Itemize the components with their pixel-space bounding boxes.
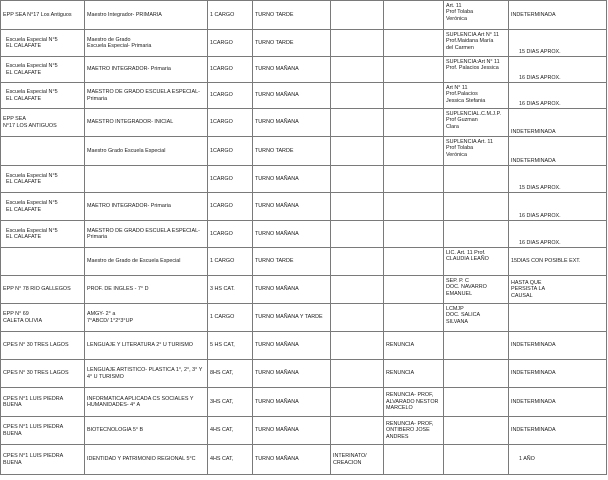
shift-cell: TURNO MAÑANA [253, 221, 331, 248]
type-cell [331, 83, 384, 109]
school-cell: Escuela Especial N°5 EL CALAFATE [1, 57, 85, 83]
position-cell: MAESTRO DE GRADO ESCUELA ESPECIAL- Primaria [85, 221, 208, 248]
table-row [1, 417, 607, 445]
type-cell [331, 193, 384, 221]
table-row [1, 109, 607, 137]
school-cell: CPES N°1 LUIS PIEDRA BUENA [1, 388, 85, 417]
position-cell: Maestro Grado Escuela Especial [85, 137, 208, 166]
shift-cell: TURNO TARDE [253, 137, 331, 166]
position-cell: LENGUAJE Y LITERATURA 2° U TURISMO [85, 332, 208, 360]
load-cell: 1CARGO [208, 137, 253, 166]
load-cell: 1CARGO [208, 30, 253, 57]
load-cell: 1 CARGO [208, 304, 253, 332]
shift-cell: TURNO TARDE [253, 248, 331, 276]
type-cell [331, 166, 384, 193]
reason-cell [384, 30, 444, 57]
duration-cell: HASTA QUE PERSISTA LA CAUSAL [509, 276, 607, 304]
substitute-cell: SUPLENCIAL.C.M.J.P. Prof Guzman Clara [444, 109, 509, 137]
table-row [1, 1, 607, 30]
school-cell: Escuela Especial N°5 EL CALAFATE [1, 166, 85, 193]
school-cell [1, 137, 85, 166]
shift-cell: TURNO MAÑANA [253, 83, 331, 109]
substitute-cell [444, 332, 509, 360]
duration-cell: INDETERMINADA [509, 332, 607, 360]
table-row [1, 388, 607, 417]
position-cell: Maestro de Grado Escuela Especial- Primaria [85, 30, 208, 57]
position-cell: MAETRO INTEGRADOR- Primaria [85, 57, 208, 83]
substitute-cell: LIC. Art. 11 Prof. CLAUDIA LEAÑO [444, 248, 509, 276]
table-row [1, 276, 607, 304]
table-row [1, 445, 607, 475]
position-cell: INFORMATICA APLICADA CS SOCIALES Y HUMANIDADES- 4° A [85, 388, 208, 417]
load-cell: 1CARGO [208, 193, 253, 221]
type-cell [331, 276, 384, 304]
substitute-cell: Art. 11 Prof Tolaba Verónica [444, 1, 509, 30]
shift-cell: TURNO MAÑANA [253, 445, 331, 475]
load-cell: 4HS CAT, [208, 445, 253, 475]
reason-cell: RENUNCIA [384, 360, 444, 388]
school-cell: EPP N° 69 CALETA OLIVIA [1, 304, 85, 332]
substitute-cell: SUPLENCIA Art. 11 Prof Tolaba Verónica [444, 137, 509, 166]
duration-cell: INDETERMINADA [509, 109, 607, 137]
reason-cell [384, 1, 444, 30]
reason-cell [384, 221, 444, 248]
duration-cell: 1 AÑO [509, 445, 607, 475]
reason-cell [384, 248, 444, 276]
table-row [1, 332, 607, 360]
school-cell: Escuela Especial N°5 EL CALAFATE [1, 193, 85, 221]
school-cell: Escuela Especial N°5 EL CALAFATE [1, 30, 85, 57]
duration-cell: INDETERMINADA [509, 137, 607, 166]
position-cell: Maestro Integrador- PRIMARIA [85, 1, 208, 30]
type-cell [331, 109, 384, 137]
table-row [1, 360, 607, 388]
shift-cell: TURNO TARDE [253, 1, 331, 30]
type-cell [331, 30, 384, 57]
type-cell [331, 1, 384, 30]
duration-cell: 16 DIAS APROX. [509, 57, 607, 83]
table-row [1, 30, 607, 57]
table-row [1, 137, 607, 166]
shift-cell: TURNO MAÑANA [253, 109, 331, 137]
position-cell: MAETRO INTEGRADOR- Primaria [85, 193, 208, 221]
substitute-cell [444, 193, 509, 221]
type-cell [331, 417, 384, 445]
position-cell: Maestro de Grado de Escuela Especial [85, 248, 208, 276]
reason-cell [384, 193, 444, 221]
position-cell: AMGY- 2° a 7°ABCD/ 1°2°3°UP [85, 304, 208, 332]
table-row [1, 57, 607, 83]
school-cell: EPP SEA N°17 Los Antiguos [1, 1, 85, 30]
reason-cell [384, 166, 444, 193]
reason-cell: RENUNCIA- PROF, ONTIBERO JOSE ANDRES [384, 417, 444, 445]
school-cell: CPES N°1 LUIS PIEDRA BUENA [1, 417, 85, 445]
load-cell: 8HS CAT, [208, 360, 253, 388]
duration-cell: 16 DIAS APROX. [509, 83, 607, 109]
shift-cell: TURNO MAÑANA [253, 332, 331, 360]
reason-cell: RENUNCIA- PROF, ALVARADO NESTOR MARCELO [384, 388, 444, 417]
load-cell: 3 HS CAT. [208, 276, 253, 304]
load-cell: 1 CARGO [208, 248, 253, 276]
shift-cell: TURNO MAÑANA [253, 57, 331, 83]
load-cell: 5 HS CAT, [208, 332, 253, 360]
school-cell: CPES N° 30 TRES LAGOS [1, 360, 85, 388]
type-cell [331, 57, 384, 83]
duration-cell [509, 304, 607, 332]
load-cell: 1CARGO [208, 83, 253, 109]
substitute-cell: LCMJP DOC. SALICA SILVANA [444, 304, 509, 332]
table-row [1, 193, 607, 221]
load-cell: 1CARGO [208, 57, 253, 83]
position-cell: BIOTECNOLOGIA 5° B [85, 417, 208, 445]
table-row [1, 221, 607, 248]
duration-cell: 15 DIAS APROX. [509, 166, 607, 193]
table-row [1, 83, 607, 109]
type-cell [331, 360, 384, 388]
shift-cell: TURNO MAÑANA [253, 388, 331, 417]
reason-cell [384, 276, 444, 304]
type-cell [331, 388, 384, 417]
substitute-cell [444, 388, 509, 417]
reason-cell [384, 137, 444, 166]
shift-cell: TURNO TARDE [253, 30, 331, 57]
reason-cell: RENUNCIA [384, 332, 444, 360]
position-cell: MAESTRO DE GRADO ESCUELA ESPECIAL- Primaria [85, 83, 208, 109]
type-cell [331, 137, 384, 166]
shift-cell: TURNO MAÑANA [253, 166, 331, 193]
position-cell: PROF. DE INGLES - 7° D [85, 276, 208, 304]
substitute-cell [444, 221, 509, 248]
shift-cell: TURNO MAÑANA [253, 360, 331, 388]
substitute-cell: SEP. P. C DOC. NAVARRO EMANUEL [444, 276, 509, 304]
substitute-cell: SUPLENCIA Art N° 11 Prof.Maidana María del Carmen [444, 30, 509, 57]
shift-cell: TURNO MAÑANA Y TARDE [253, 304, 331, 332]
school-cell: CPES N°1 LUIS PIEDRA BUENA [1, 445, 85, 475]
position-cell: LENGUAJE ARTISTICO- PLASTICA 1°, 2°, 3° Y 4° U TURISMO [85, 360, 208, 388]
substitute-cell [444, 360, 509, 388]
load-cell: 1CARGO [208, 109, 253, 137]
reason-cell [384, 109, 444, 137]
type-cell [331, 332, 384, 360]
reason-cell [384, 304, 444, 332]
substitute-cell: Art N° 11 Prof.Palacios Jessica Stefania [444, 83, 509, 109]
position-cell: MAESTRO INTEGRADOR- INICIAL [85, 109, 208, 137]
school-cell: Escuela Especial N°5 EL CALAFATE [1, 221, 85, 248]
substitute-cell [444, 417, 509, 445]
substitute-cell: SUPLENCIA:Art N° 11 Prof. Palacios Jessica [444, 57, 509, 83]
duration-cell: INDETERMINADA [509, 1, 607, 30]
table-row [1, 248, 607, 276]
reason-cell [384, 83, 444, 109]
load-cell: 4HS CAT, [208, 417, 253, 445]
table-row [1, 304, 607, 332]
duration-cell: 16 DIAS APROX. [509, 221, 607, 248]
duration-cell: INDETERMINADA [509, 417, 607, 445]
type-cell [331, 221, 384, 248]
position-cell [85, 166, 208, 193]
table-row [1, 166, 607, 193]
type-cell: INTERINATO/ CREACION [331, 445, 384, 475]
school-cell: EPP SEA N°17 LOS ANTIGUOS [1, 109, 85, 137]
shift-cell: TURNO MAÑANA [253, 417, 331, 445]
school-cell [1, 248, 85, 276]
school-cell: EPP N° 78 RIO GALLEGOS [1, 276, 85, 304]
reason-cell [384, 445, 444, 475]
shift-cell: TURNO MAÑANA [253, 276, 331, 304]
duration-cell: INDETERMINADA [509, 388, 607, 417]
substitute-cell [444, 445, 509, 475]
load-cell: 3HS CAT, [208, 388, 253, 417]
load-cell: 1 CARGO [208, 1, 253, 30]
table-body [1, 1, 607, 475]
duration-cell: 15 DIAS APROX. [509, 30, 607, 57]
duration-cell: 16 DIAS APROX. [509, 193, 607, 221]
load-cell: 1CARGO [208, 166, 253, 193]
position-cell: IDENTIDAD Y PATRIMONIO REGIONAL 5°C [85, 445, 208, 475]
duration-cell: 15DIAS CON POSIBLE EXT. [509, 248, 607, 276]
shift-cell: TURNO MAÑANA [253, 193, 331, 221]
load-cell: 1CARGO [208, 221, 253, 248]
reason-cell [384, 57, 444, 83]
type-cell [331, 248, 384, 276]
school-cell: Escuela Especial N°5 EL CALAFATE [1, 83, 85, 109]
substitute-cell [444, 166, 509, 193]
school-cell: CPES N° 30 TRES LAGOS [1, 332, 85, 360]
duration-cell: INDETERMINADA [509, 360, 607, 388]
type-cell [331, 304, 384, 332]
